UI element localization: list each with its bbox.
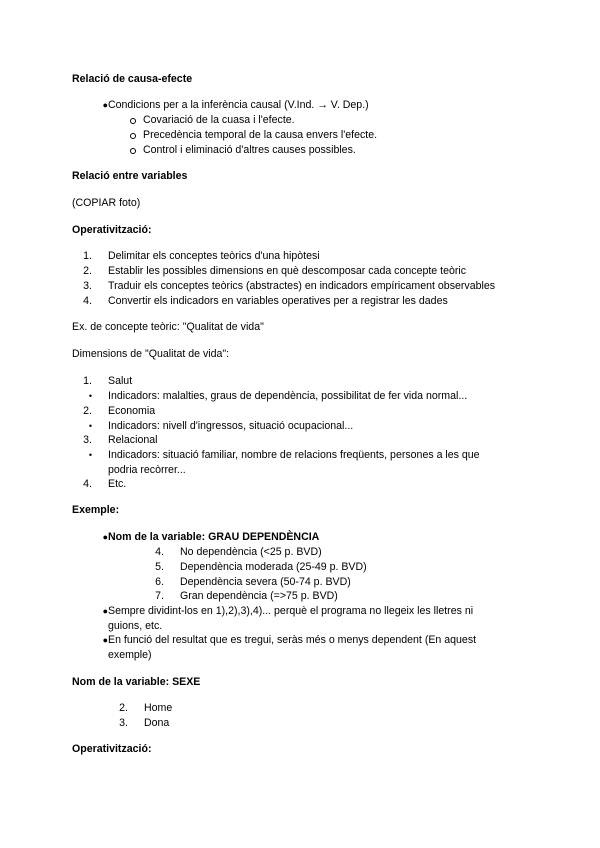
paragraph-copiar: (COPIAR foto) xyxy=(72,197,141,209)
hollow-bullet-icon xyxy=(130,133,136,139)
paragraph-ex-concepte: Ex. de concepte teòric: "Qualitat de vida" xyxy=(72,321,264,333)
heading-operativitzacio-2: Operativització: xyxy=(72,743,152,755)
hollow-bullet-icon xyxy=(130,148,136,154)
heading-causa-efecte: Relació de causa-efecte xyxy=(72,73,193,85)
hollow-bullet-icon xyxy=(130,118,136,124)
heading-exemple: Exemple: xyxy=(72,504,120,516)
heading-operativitzacio: Operativització: xyxy=(72,224,152,236)
heading-relacio-variables: Relació entre variables xyxy=(72,170,188,182)
paragraph-dimensions: Dimensions de "Qualitat de vida": xyxy=(72,348,230,360)
heading-variable-sexe: Nom de la variable: SEXE xyxy=(72,676,201,688)
document-page: Relació de causa-efecte ● Condicions per a la inferència causal (V.Ind. → V. Dep.) Covariació de la cuasa i l'efecte. Precedència temporal de la causa envers l'efecte. Control i eliminació d'altres causes possibles. Relació entre variables (COPIAR foto) Operativització: 1. Delimitar els conceptes teòrics d'una hipòtesi 2. Establir les possibles dimensions en què descomposar cada concepte teòric 3. Traduir els conceptes teòrics (abstractes) en indicadors empíricament observables 4. Convertir els indicadors en variables operatives per a registrar les dades Ex. de concepte teòric: "Qualitat de vida" Dimensions de "Qualitat de vida": 1. Salut • Indicadors: malalties, graus de dependència, possibilitat de fer vida normal... 2. Economia • Indicadors: nivell d'ingressos, situació ocupacional... 3. Relacional • Indicadors: situació familiar, nombre de relacions freqüents, persones a les que podria recòrrer... 4. Etc. Exemple: ● Nom de la variable: GRAU DEPENDÈNCIA 4. No dependència (<25 p. BVD) 5. Dependència moderada (25-49 p. BVD) 6. Dependència severa (50-74 p. BVD) 7. Gran dependència (=>75 p. BVD) ● Sempre dividint-los en 1),2),3),4)... perquè el programa no llegeix les lletres ni guions, etc. ● En funció del resultat que es tregui, seràs més o menys dependent (En aquest exemple) Nom de la variable: SEXE 2. Home 3. Dona Operativització: xyxy=(72,73,496,755)
